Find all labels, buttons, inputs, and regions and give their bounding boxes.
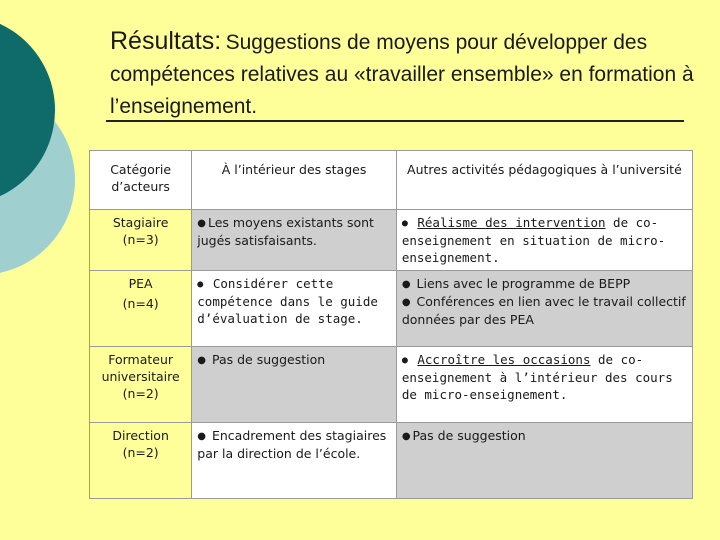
university-cell xyxy=(396,423,692,499)
title-rest: Suggestions de moyens pour développer des compétences relatives au «travailler ensemble» en formation à l’enseignement. xyxy=(110,31,694,118)
univ-text: de co-enseignement à l’intérieur des cours de micro-enseignement. xyxy=(401,352,673,402)
actor-count: (n=2) xyxy=(122,445,159,460)
header-stages: À l’intérieur des stages xyxy=(192,151,397,210)
univ-item-2: Conférences en lien avec le travail collectif données par des PEA xyxy=(401,294,686,327)
bullet-icon: ● xyxy=(401,431,411,442)
stages-cell xyxy=(192,271,397,347)
slide-title xyxy=(110,26,710,124)
univ-item-1: Liens avec le programme de BEPP xyxy=(416,276,631,291)
bullet-icon: ● xyxy=(401,297,411,308)
title-lead: Résultats: xyxy=(110,27,222,55)
actor-cell xyxy=(90,210,192,271)
actor-cell xyxy=(90,271,192,347)
stages-cell xyxy=(192,210,397,271)
table-row xyxy=(90,347,693,423)
stages-cell xyxy=(192,423,397,499)
actor-name: Formateur universitaire xyxy=(101,352,180,384)
univ-text: Pas de suggestion xyxy=(412,428,526,443)
bullet-icon: ● xyxy=(197,355,206,366)
bullet-icon: ● xyxy=(401,218,408,229)
title-underline xyxy=(106,120,684,122)
stages-cell xyxy=(192,347,397,423)
university-cell xyxy=(396,271,692,347)
stages-text: Pas de suggestion xyxy=(211,352,326,367)
table-header-row xyxy=(90,151,693,210)
actor-count: (n=3) xyxy=(122,232,159,247)
header-actor: Catégorie d’acteurs xyxy=(90,151,192,210)
actor-count: (n=2) xyxy=(122,386,159,401)
actor-name: Stagiaire xyxy=(112,215,169,230)
bullet-icon: ● xyxy=(197,218,206,229)
univ-emphasis: Réalisme des intervention xyxy=(417,215,606,230)
stages-text: Les moyens existants sont jugés satisfaisants. xyxy=(197,215,374,248)
actor-name: PEA xyxy=(128,276,153,291)
actor-name: Direction xyxy=(112,428,169,443)
bullet-icon: ● xyxy=(197,431,206,442)
results-table xyxy=(89,150,693,499)
univ-text: de co-enseignement en situation de micro-enseignement. xyxy=(401,215,666,265)
actor-cell xyxy=(90,423,192,499)
table-row xyxy=(90,271,693,347)
actor-cell xyxy=(90,347,192,423)
table-row xyxy=(90,423,693,499)
stages-text: Considérer cette compétence dans le guide d’évaluation de stage. xyxy=(197,276,378,326)
univ-emphasis: Accroître les occasions xyxy=(417,352,591,367)
bullet-icon: ● xyxy=(401,355,408,366)
bullet-icon: ● xyxy=(197,279,204,290)
university-cell xyxy=(396,347,692,423)
header-university: Autres activités pédagogiques à l’université xyxy=(396,151,692,210)
stages-text: Encadrement des stagiaires par la direction de l’école. xyxy=(197,428,387,461)
actor-count: (n=4) xyxy=(122,296,159,311)
bullet-icon: ● xyxy=(401,279,411,290)
university-cell xyxy=(396,210,692,271)
table-row xyxy=(90,210,693,271)
